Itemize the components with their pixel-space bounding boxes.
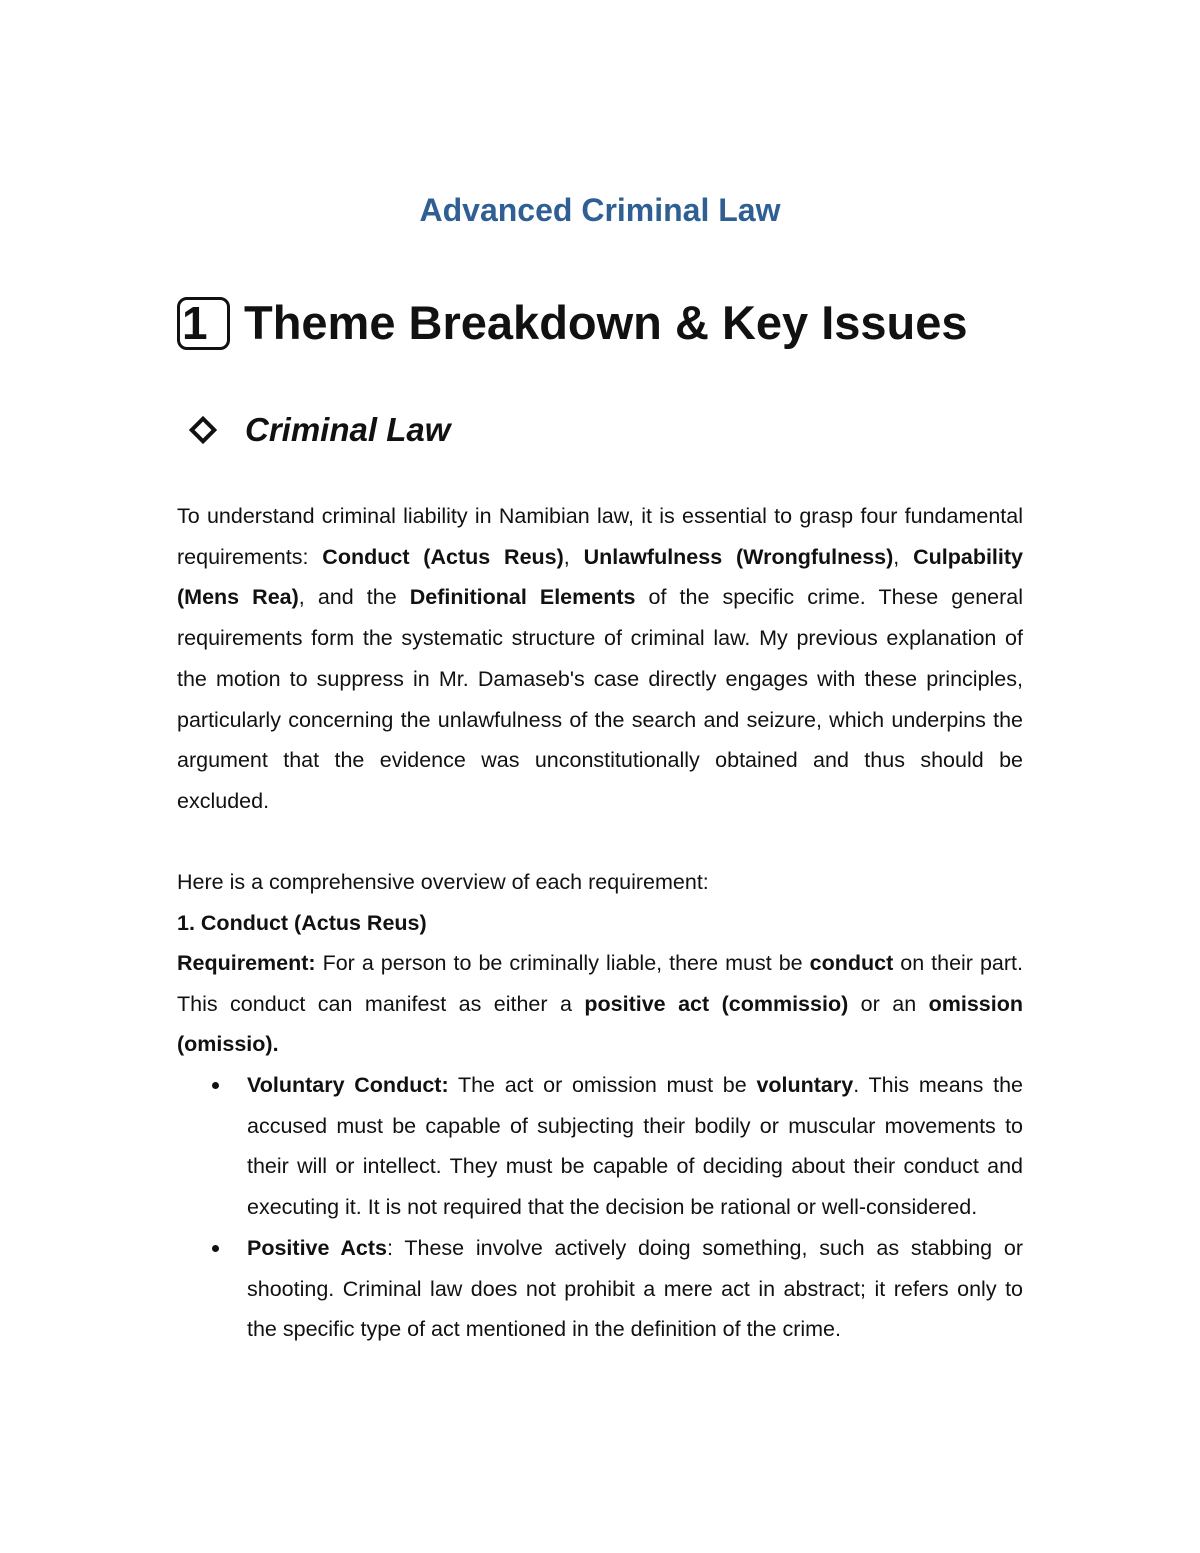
intro-paragraph xyxy=(177,496,1023,822)
bullet-dot-icon xyxy=(212,1082,219,1089)
bullet-text: : These involve actively doing something, such as stabbing or shooting. Criminal law does not prohibit a mere act in abstract; it refers only to the specific type of act mentioned in the definition of the crime. xyxy=(247,1235,1023,1342)
intro-bold-culpability: Culpability (Mens Rea) xyxy=(177,544,1023,610)
requirement-paragraph xyxy=(177,943,1023,1065)
bullet-label: Voluntary Conduct: xyxy=(247,1073,449,1097)
intro-text: To understand criminal liability in Namibian law, it is essential to grasp four fundamental requirements: xyxy=(177,504,1023,569)
section-title: Theme Breakdown & Key Issues xyxy=(244,296,968,349)
intro-text: , xyxy=(893,544,914,569)
bullet-label: Positive Acts xyxy=(247,1235,388,1260)
intro-text: , xyxy=(563,544,584,569)
requirement-heading: 1. Conduct (Actus Reus) xyxy=(177,911,427,935)
requirement-bullet-list xyxy=(177,1065,1023,1350)
subsection-heading xyxy=(187,405,450,455)
section-number-badge: 1 xyxy=(177,297,230,350)
requirement-label: Requirement: xyxy=(177,951,316,975)
requirement-text: or an xyxy=(848,991,929,1016)
list-item xyxy=(177,1065,1023,1228)
requirement-text: For a person to be criminally liable, there must be xyxy=(315,951,810,975)
intro-bold-unlawfulness: Unlawfulness (Wrongfulness) xyxy=(583,544,894,569)
intro-text: , and the xyxy=(298,585,410,610)
bullet-text: The act or omission must be xyxy=(448,1073,757,1097)
subsection-title: Criminal Law xyxy=(245,411,451,448)
document-title: Advanced Criminal Law xyxy=(419,192,781,228)
overview-line: Here is a comprehensive overview of each requirement: xyxy=(177,870,709,894)
requirement-bold-positive-act: positive act (commissio) xyxy=(584,991,849,1016)
intro-text: of the specific crime. These general requirements form the systematic structure of criminal law. My previous explanation of the motion to suppress in Mr. Damaseb's case directly engages with these principles, particularly concerning the unlawfulness of the search and seizure, which underpins the argument that the evidence was unconstitutionally obtained and thus should be excluded. xyxy=(177,585,1024,813)
requirement-text: on their part. This conduct can manifest as either a xyxy=(177,951,1023,1016)
intro-bold-definitional: Definitional Elements xyxy=(409,585,636,610)
bullet-text: . This means the accused must be capable of subjecting their bodily or muscular movements to their will or intellect. They must be capable of deciding about their conduct and executing it. It is not required that the decision be rational or well-considered. xyxy=(247,1073,1023,1220)
bullet-dot-icon xyxy=(212,1245,219,1252)
section-heading xyxy=(177,294,968,352)
diamond-bullet-icon xyxy=(189,416,217,444)
requirement-bold-omission: omission (omissio). xyxy=(177,991,1023,1057)
bullet-bold: voluntary xyxy=(756,1073,854,1097)
intro-bold-conduct: Conduct (Actus Reus) xyxy=(322,544,564,569)
list-item xyxy=(177,1228,1023,1350)
requirement-bold-conduct: conduct xyxy=(809,951,894,975)
